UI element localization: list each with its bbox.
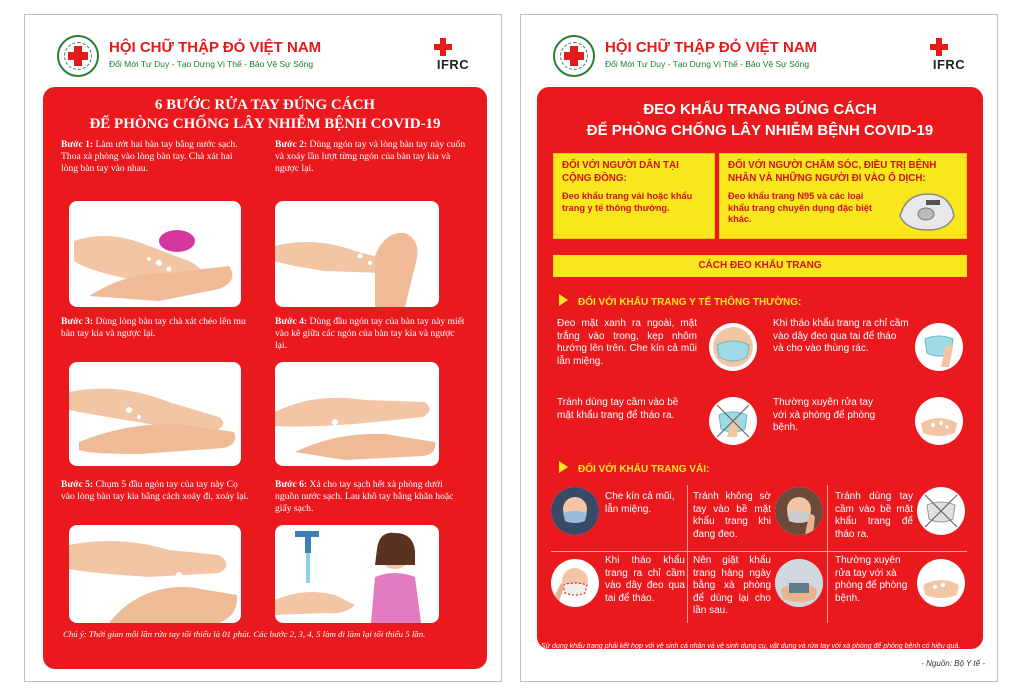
no-touch-cloth-icon: [917, 487, 965, 535]
step-4: Bước 4: Dùng đầu ngón tay của bàn tay này miết vào kẽ giữa các ngón của bàn tay kia và ngược lại.: [275, 316, 465, 351]
step-1: Bước 1: Làm ướt hai bàn tay bằng nước sạch. Thoa xà phòng vào lòng bàn tay. Chà xát hai lòng bàn tay vào nhau.: [61, 139, 238, 174]
caregiver-box: [719, 153, 967, 239]
cloth-tip-1: Che kín cả mũi, lẫn miệng.: [605, 491, 675, 515]
community-body: Đeo khẩu trang vải hoặc khẩu trang y tế thông thường.: [562, 191, 693, 213]
step-5-image: [69, 525, 241, 623]
step-3: Bước 3: Dùng lòng bàn tay chà xát chéo lên mu bàn tay kia và ngược lại.: [61, 316, 246, 339]
mask-subtitle: ĐỂ PHÒNG CHỐNG LÂY NHIỄM BỆNH COVID-19: [586, 122, 934, 139]
remove-cloth-mask-icon: [551, 559, 599, 607]
ifrc-text: IFRC: [436, 57, 470, 72]
cloth-tip-2: Tránh không sờ tay vào bề mặt khẩu trang khi đang đeo.: [693, 491, 771, 540]
medical-tip-2: Khi tháo khẩu trang ra chỉ cầm vào dây đeo qua tai để tháo và cho vào thùng rác.: [773, 318, 909, 354]
handwash-title: 6 BƯỚC RỬA TAY ĐÚNG CÁCH: [154, 97, 376, 113]
handwash-poster: [24, 14, 502, 682]
org-name: HỘI CHỮ THẬP ĐỎ VIỆT NAM: [605, 39, 818, 56]
medical-tip-1: Đeo mặt xanh ra ngoài, mặt trắng vào trong, kẹp nhôm hướng lên trên. Che kín cả mũi lẫn miệng.: [557, 318, 697, 367]
usage-footnote: Sử dụng khẩu trang phải kết hợp với vệ sinh cá nhân và vệ sinh dụng cụ, vật dụng và rửa tay với xà phòng để phòng bệnh có hiệu quả.: [541, 643, 961, 650]
cloth-tip-4: Khi tháo khẩu trang ra chỉ cầm vào dây đeo qua tai để tháo.: [605, 555, 685, 604]
step-6-image: [275, 525, 439, 623]
cover-face-icon: [551, 487, 599, 535]
cloth-mask-section: ĐỐI VỚI KHẨU TRANG VẢI:: [559, 461, 709, 475]
mask-title: ĐEO KHẨU TRANG ĐÚNG CÁCH: [643, 101, 877, 118]
cloth-tip-5: Nên giặt khẩu trang hàng ngày bằng xà phòng để dùng lại cho lần sau.: [693, 555, 771, 616]
ifrc-text: IFRC: [932, 57, 966, 72]
caregiver-heading: ĐỐI VỚI NGƯỜI CHĂM SÓC, ĐIỀU TRỊ BỆNH NHÂN VÀ NHỮNG NGƯỜI ĐI VÀO Ổ DỊCH:: [728, 160, 937, 184]
how-to-wear-band: CÁCH ĐEO KHẨU TRANG: [553, 255, 967, 277]
medical-tip-4: Thường xuyên rửa tay với xà phòng để phòng bệnh.: [773, 397, 876, 433]
poster-header: [43, 31, 483, 91]
handwash-subtitle: ĐỂ PHÒNG CHỐNG LÂY NHIỄM BỆNH COVID-19: [89, 116, 441, 132]
step-5: Bước 5: Chụm 5 đầu ngón tay của tay này Cọ vào lòng bàn tay kia bằng cách xoáy đi, xoáy lại.: [61, 479, 249, 502]
org-slogan: Đổi Mới Tư Duy - Tạo Dựng Vị Thế - Bảo Vệ Sự Sống: [109, 59, 314, 69]
handwash-panel: [43, 87, 487, 669]
wash-hands-cloth-icon: [917, 559, 965, 607]
org-name: HỘI CHỮ THẬP ĐỎ VIỆT NAM: [109, 39, 322, 56]
medical-tip-3: Tránh dùng tay cầm vào bề mặt khẩu trang để tháo ra.: [557, 397, 679, 421]
mask-panel: [537, 87, 983, 649]
step-3-image: [69, 362, 241, 466]
community-box: [553, 153, 715, 239]
wash-hands-icon: [915, 397, 963, 445]
poster-header: [539, 31, 979, 91]
red-cross-emblem-icon: [57, 35, 99, 77]
step-1-image: [69, 201, 241, 307]
cloth-tip-3: Tránh dùng tay cầm vào bề mặt khẩu trang để tháo ra.: [835, 491, 913, 540]
step-4-image: [275, 362, 439, 466]
caregiver-body: Đeo khẩu trang N95 và các loại khẩu trang chuyên dụng đặc biệt khác.: [728, 191, 872, 224]
no-touch-icon: [709, 397, 757, 445]
community-heading: ĐỐI VỚI NGƯỜI DÂN TẠI CỘNG ĐỒNG:: [562, 160, 679, 184]
grid-divider: [687, 485, 688, 623]
medical-mask-section: ĐỐI VỚI KHẨU TRANG Y TẾ THÔNG THƯỜNG:: [559, 294, 801, 308]
grid-divider: [551, 551, 967, 552]
handwash-note: Chú ý: Thời gian mỗi lần rửa tay tối thiểu là 01 phút. Các bước 2, 3, 4, 5 làm đi làm lại tối thiểu 5 lần.: [63, 629, 426, 639]
grid-divider: [827, 485, 828, 623]
ifrc-logo: [429, 35, 477, 79]
cloth-tip-6: Thường xuyên rửa tay với xà phòng để phòng bệnh.: [835, 555, 908, 604]
n95-mask-icon: [896, 190, 958, 234]
cross-crescent-icon: [929, 35, 969, 57]
source-credit: - Nguồn: Bộ Y tế -: [921, 659, 985, 668]
mask-poster: [520, 14, 998, 682]
step-2-image: [275, 201, 439, 307]
step-6: Bước 6: Xả cho tay sạch hết xà phòng dưới nguồn nước sạch. Lau khô tay bằng khăn hoặc giấy sạch.: [275, 479, 454, 514]
touching-mask-icon: [775, 487, 823, 535]
org-slogan: Đổi Mới Tư Duy - Tạo Dựng Vị Thế - Bảo Vệ Sự Sống: [605, 59, 810, 69]
red-cross-emblem-icon: [553, 35, 595, 77]
cross-crescent-icon: [433, 35, 473, 57]
arrow-icon: [559, 294, 568, 306]
step-2: Bước 2: Dùng ngón tay và lòng bàn tay này cuốn và xoáy lần lượt từng ngón của bàn tay kia và ngược lại.: [275, 139, 466, 174]
arrow-icon: [559, 461, 568, 473]
remove-mask-icon: [915, 323, 963, 371]
ifrc-logo: [925, 35, 973, 79]
wear-mask-icon: [709, 323, 757, 371]
wash-mask-icon: [775, 559, 823, 607]
